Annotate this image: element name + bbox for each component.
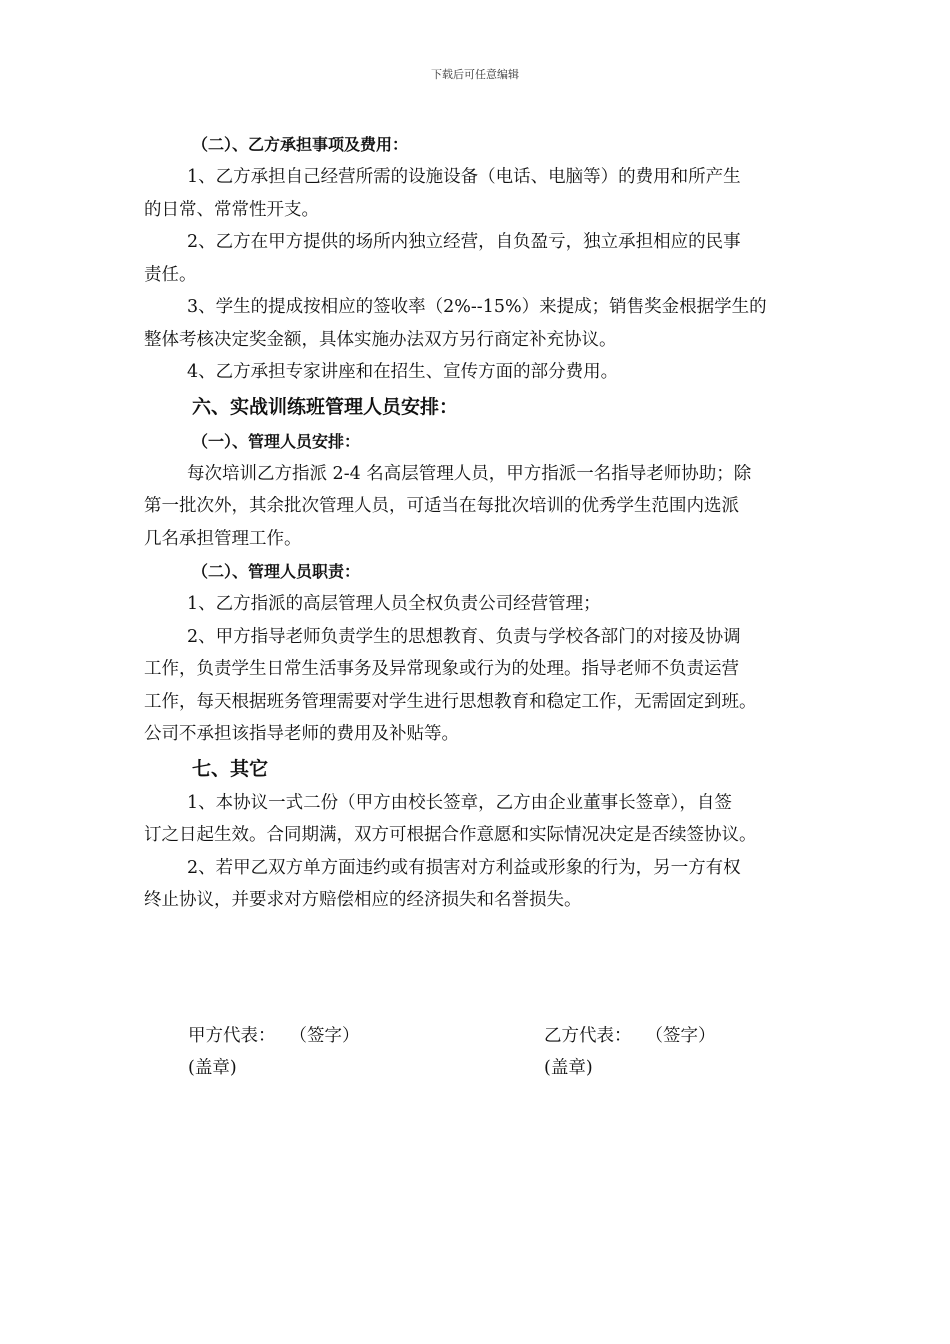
paragraph xyxy=(144,621,816,751)
document-body xyxy=(144,128,816,917)
paragraph xyxy=(144,291,816,356)
paragraph-line: 3、学生的提成按相应的签收率（2%--15%）来提成；销售奖金根据学生的 xyxy=(187,297,767,317)
subsection-heading: （一）、管理人员安排： xyxy=(192,431,361,451)
paragraph-line: 工作，负责学生日常生活事务及异常现象或行为的处理。指导老师不负责运营 xyxy=(144,659,739,679)
paragraph-line: 1、乙方承担自己经营所需的设施设备（电话、电脑等）的费用和所产生 xyxy=(187,167,741,187)
paragraph-line: 2、甲方指导老师负责学生的思想教育、负责与学校各部门的对接及协调 xyxy=(187,626,741,647)
page-header: 下载后可任意编辑 xyxy=(431,68,519,81)
party-a-sign-note: （签字） xyxy=(289,1026,360,1046)
paragraph-line: 整体考核决定奖金额，具体实施办法双方另行商定补充协议。 xyxy=(144,329,617,350)
subsection-heading: （二）、管理人员职责： xyxy=(192,562,361,581)
paragraph-line: 公司不承担该指导老师的费用及补贴等。 xyxy=(144,724,459,744)
party-a-label: 甲方代表： xyxy=(188,1026,276,1046)
subsection-heading: （二）、乙方承担事项及费用： xyxy=(192,135,409,154)
paragraph xyxy=(144,356,816,389)
party-b-seal: (盖章) xyxy=(544,1058,593,1078)
paragraph-line: 第一批次外，其余批次管理人员，可适当在每批次培训的优秀学生范围内选派 xyxy=(144,496,739,516)
paragraph-line: 1、本协议一式二份（甲方由校长签章，乙方由企业董事长签章），自签 xyxy=(187,792,732,813)
paragraph-line: 1、乙方指派的高层管理人员全权负责公司经营管理； xyxy=(187,594,601,614)
paragraph xyxy=(144,787,816,852)
paragraph-line: 2、乙方在甲方提供的场所内独立经营，自负盈亏，独立承担相应的民事 xyxy=(187,232,741,252)
paragraph-line: 订之日起生效。合同期满，双方可根据合作意愿和实际情况决定是否续签协议。 xyxy=(144,825,757,845)
paragraph xyxy=(144,161,816,226)
party-a-representative xyxy=(188,1020,360,1052)
paragraph xyxy=(144,458,816,556)
paragraph-line: 终止协议，并要求对方赔偿相应的经济损失和名誉损失。 xyxy=(144,890,582,910)
paragraph xyxy=(144,588,816,621)
paragraph-line: 4、乙方承担专家讲座和在招生、宣传方面的部分费用。 xyxy=(187,362,619,382)
paragraph xyxy=(144,226,816,291)
section-heading: 六、实战训练班管理人员安排： xyxy=(192,395,459,418)
paragraph-line: 每次培训乙方指派 2-4 名高层管理人员，甲方指派一名指导老师协助；除 xyxy=(187,463,752,484)
paragraph-line: 工作，每天根据班务管理需要对学生进行思想教育和稳定工作，无需固定到班。 xyxy=(144,691,757,712)
party-b-representative xyxy=(544,1020,716,1052)
party-b-sign-note: （签字） xyxy=(645,1026,716,1046)
paragraph-line: 几名承担管理工作。 xyxy=(144,528,302,549)
paragraph-line: 2、若甲乙双方单方面违约或有损害对方利益或形象的行为，另一方有权 xyxy=(187,857,741,878)
party-b-label: 乙方代表： xyxy=(544,1026,632,1046)
paragraph-line: 的日常、常常性开支。 xyxy=(144,199,319,220)
party-a-seal: (盖章) xyxy=(188,1058,237,1078)
paragraph-line: 责任。 xyxy=(144,264,197,285)
section-heading: 七、其它 xyxy=(192,757,269,780)
paragraph xyxy=(144,852,816,917)
